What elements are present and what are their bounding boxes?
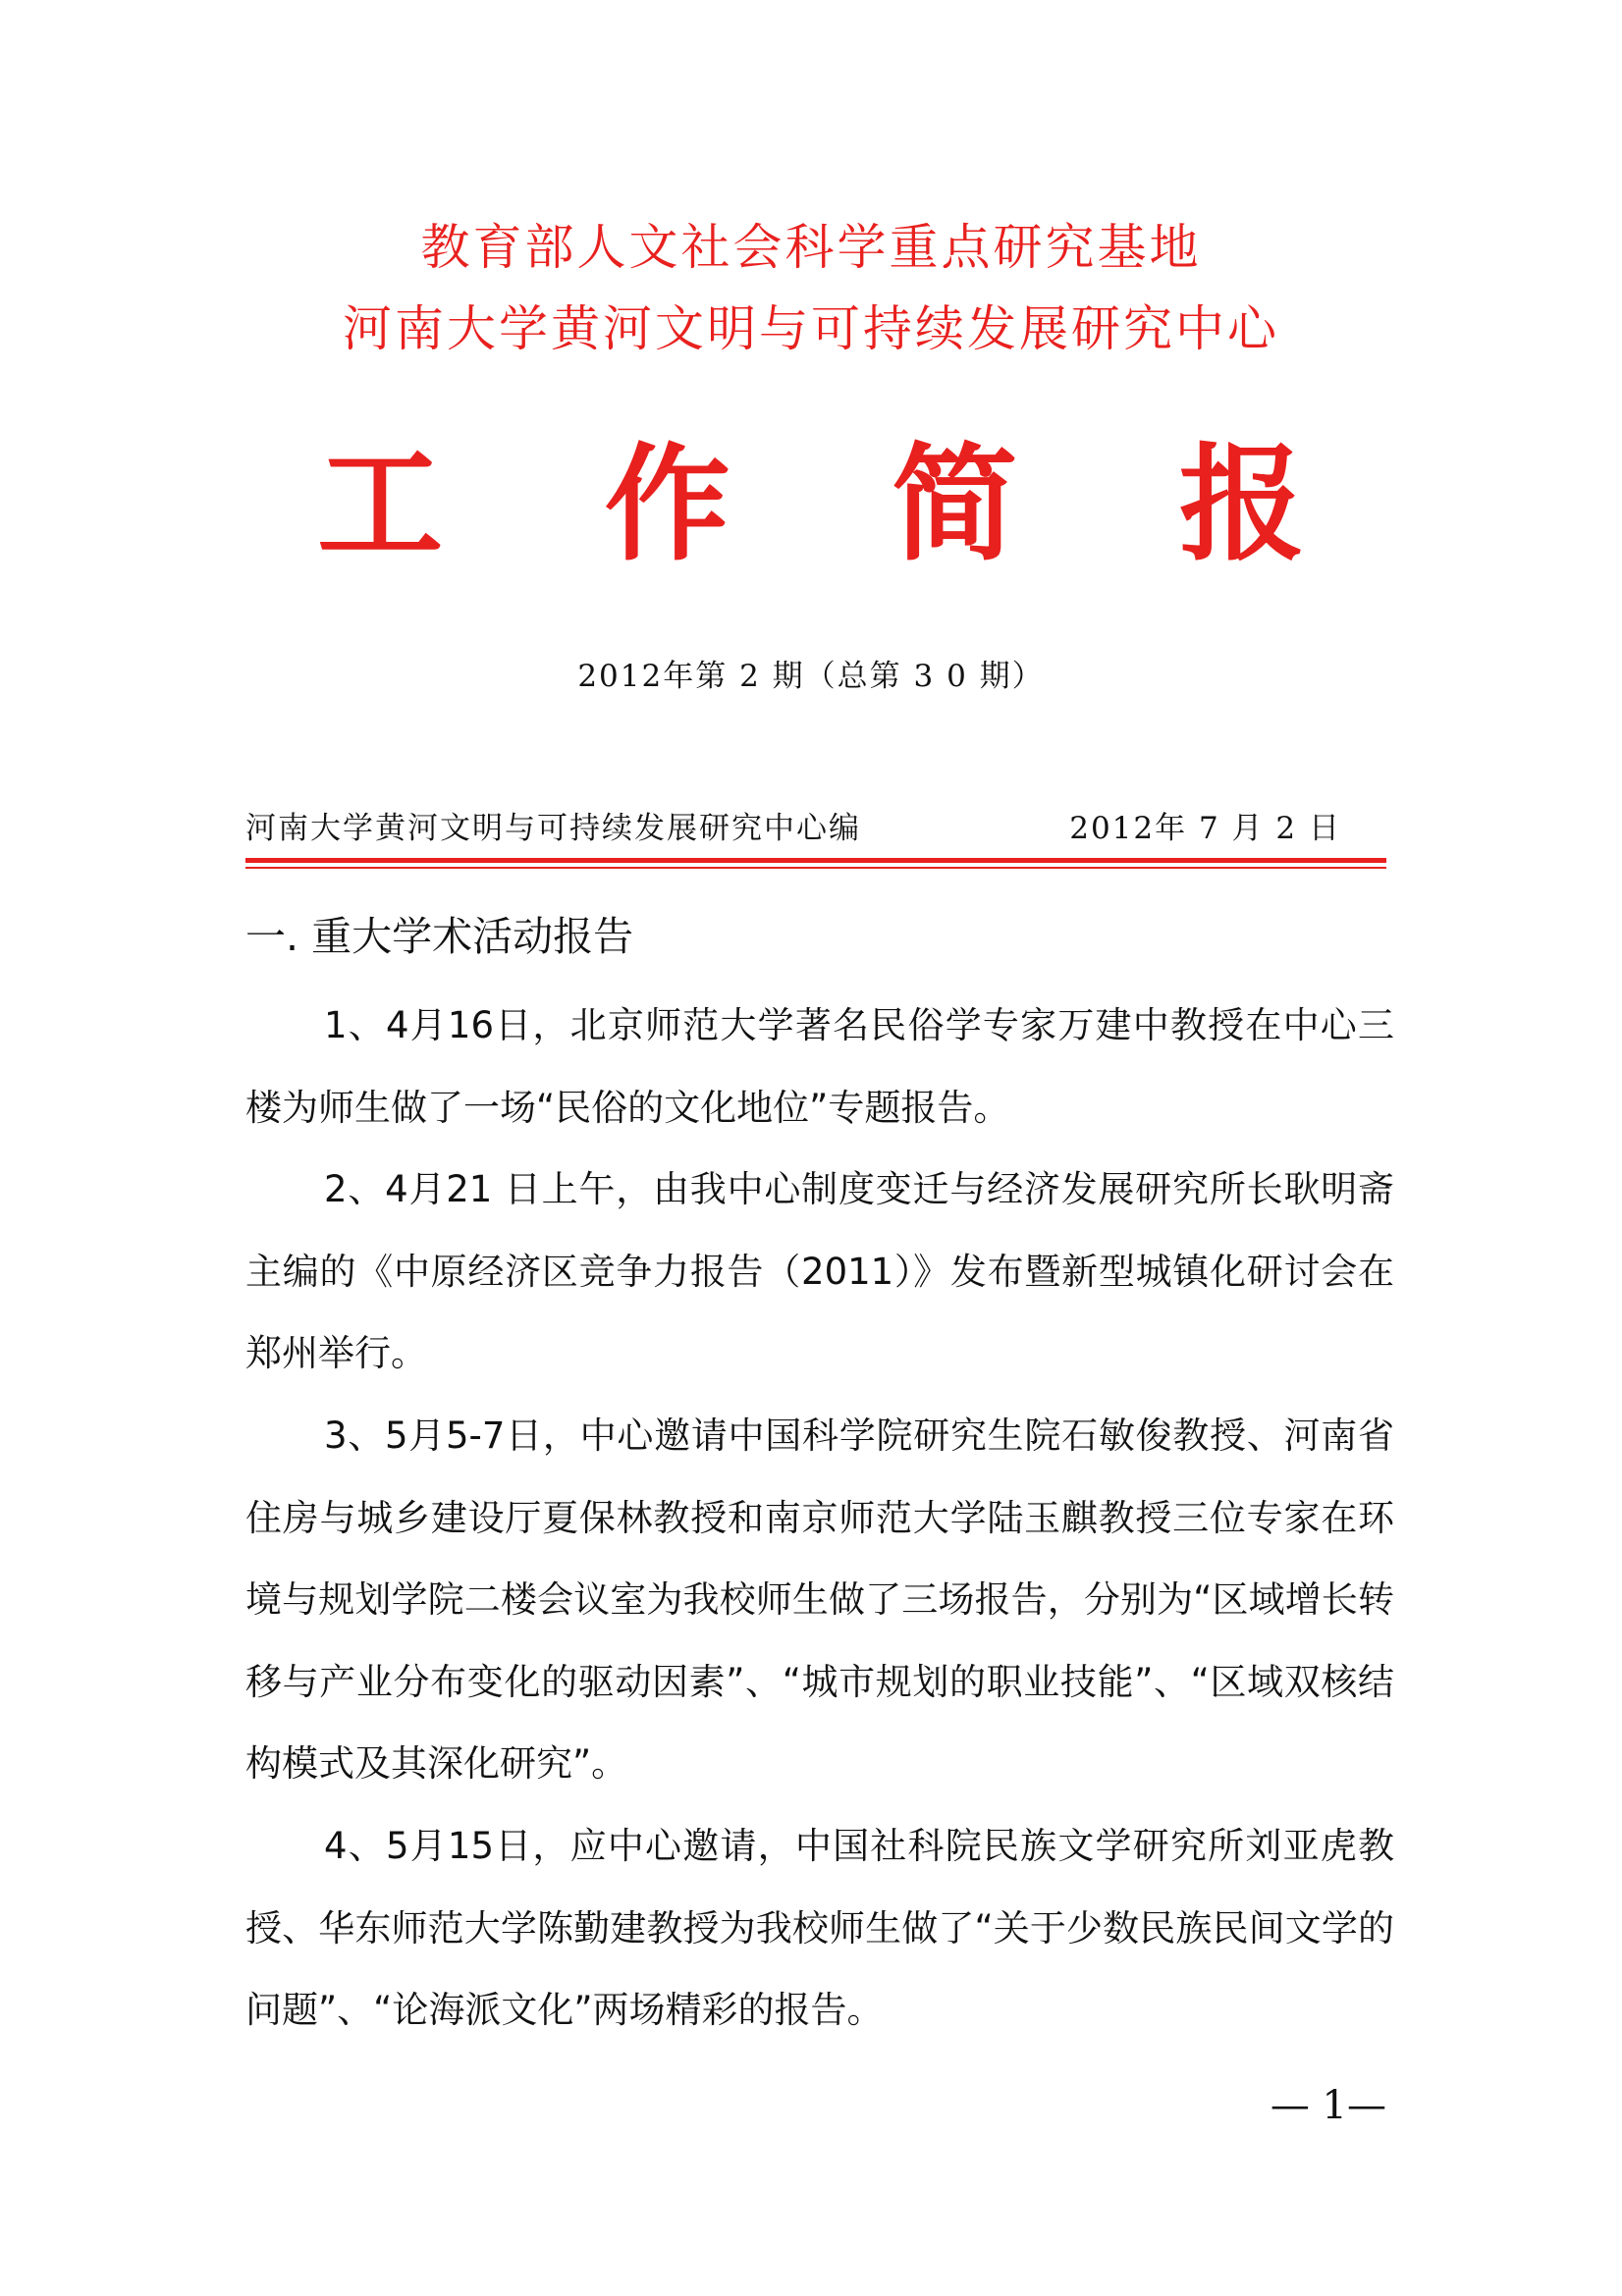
page-number: — 1— [1270,2083,1386,2128]
issue-number: 2012年第 2 期（总第 3 0 期） [577,659,1045,694]
header-rule-thin [245,867,1386,869]
editor-name: 河南大学黄河文明与可持续发展研究中心编 [245,811,861,846]
paragraph-1: 1、4月16日，北京师范大学著名民俗学专家万建中教授在中心三楼为师生做了一场“民俗的文化地位”专题报告。 [245,1004,1394,1129]
section-heading: 一. 重大学术活动报告 [245,913,634,960]
editor-row [245,807,1343,850]
section-body [245,985,1394,2052]
paragraph-2: 2、4月21 日上午，由我中心制度变迁与经济发展研究所长耿明斋主编的《中原经济区竞争力报告（2011）》发布暨新型城镇化研讨会在郑州举行。 [245,1168,1394,1375]
org-name-line-2: 河南大学黄河文明与可持续发展研究中心 [343,300,1279,357]
org-name-line-1: 教育部人文社会科学重点研究基地 [420,219,1202,276]
paragraph-4: 4、5月15日，应中心邀请，中国社科院民族文学研究所刘亚虎教授、华东师范大学陈勤建教授为我校师生做了“关于少数民族民间文学的问题”、“论海派文化”两场精彩的报告。 [245,1824,1394,2032]
report-title: 工 作 简 报 [317,432,1364,578]
publish-date: 2012年 7 月 2 日 [1069,811,1341,846]
paragraph-3: 3、5月5-7日，中心邀请中国科学院研究生院石敏俊教授、河南省住房与城乡建设厅夏保林教授和南京师范大学陆玉麒教授三位专家在环境与规划学院二楼会议室为我校师生做了三场报告，分别为“区域增长转移与产业分布变化的驱动因素”、“城市规划的职业技能”、“区域双核结构模式及其深化研究”。 [245,1414,1394,1786]
header-rule-thick [245,858,1386,863]
